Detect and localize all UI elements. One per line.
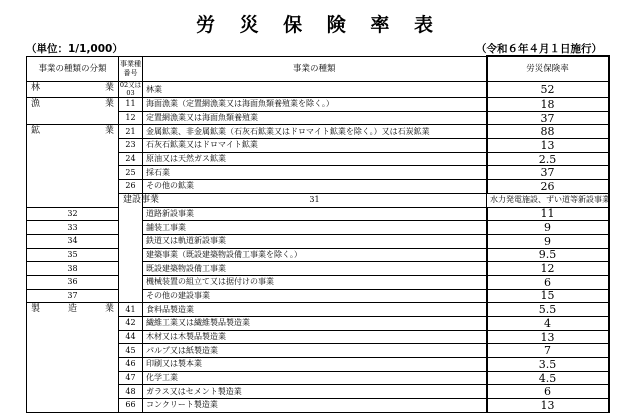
table-row xyxy=(27,207,609,221)
table-row xyxy=(27,303,609,317)
category-cell xyxy=(27,125,119,207)
code-cell: 35 xyxy=(27,248,119,262)
industry-name-cell: 舗装工事業 xyxy=(143,221,487,235)
code-cell: 34 xyxy=(27,234,119,248)
rate-cell: 88 xyxy=(487,125,609,139)
code-cell: 02又は03 xyxy=(119,81,142,97)
code-cell: 47 xyxy=(119,371,143,385)
code-cell: 25 xyxy=(119,166,143,180)
category-char: 林 xyxy=(31,83,41,93)
industry-name-cell: 鉄道又は軌道新設事業 xyxy=(143,234,487,248)
category-char: 業 xyxy=(104,126,114,137)
category-char: 業 xyxy=(104,99,114,109)
industry-name-cell: その他の鉱業 xyxy=(143,180,487,194)
rate-cell: 52 xyxy=(487,82,609,98)
rate-cell: 12 xyxy=(487,262,609,276)
category-char: 業 xyxy=(150,194,160,205)
rate-cell: 6 xyxy=(487,385,609,399)
rate-cell: 9.5 xyxy=(487,248,609,262)
code-cell: 44 xyxy=(119,330,143,344)
rate-cell: 13 xyxy=(487,330,609,344)
category-char: 漁 xyxy=(31,99,41,109)
category-char: 建 xyxy=(123,194,133,205)
table-row xyxy=(27,82,609,98)
industry-name-cell: ガラス又はセメント製造業 xyxy=(143,385,487,399)
table-row xyxy=(27,125,609,139)
rate-cell: 4.5 xyxy=(487,371,609,385)
category-char: 業 xyxy=(104,304,114,315)
category-char: 事 xyxy=(141,194,151,205)
code-cell: 45 xyxy=(119,344,143,358)
industry-name-cell: 食料品製造業 xyxy=(143,303,487,317)
industry-name-cell: 既設建築物設備工事業 xyxy=(143,262,487,276)
code-cell: 41 xyxy=(119,303,143,317)
category-char: 製 xyxy=(31,304,41,315)
industry-name-cell: 海面漁業（定置網漁業又は海面魚類養殖業を除く。） xyxy=(143,98,487,112)
category-cell xyxy=(27,303,119,413)
category-cell xyxy=(27,82,119,98)
rate-cell: 6 xyxy=(487,275,609,289)
industry-name-cell: 木材又は木製品製造業 xyxy=(143,330,487,344)
code-cell: 26 xyxy=(119,180,143,194)
rate-cell: 37 xyxy=(487,111,609,125)
code-cell: 24 xyxy=(119,152,143,166)
table-row xyxy=(27,275,609,289)
industry-name-cell: 水力発電施設、ずい道等新設事業 xyxy=(487,193,609,207)
industry-name-cell: 金属鉱業、非金属鉱業（石灰石鉱業又はドロマイト鉱業を除く。）又は石炭鉱業 xyxy=(143,125,487,139)
rate-cell: 18 xyxy=(487,98,609,112)
rate-cell: 2.5 xyxy=(487,152,609,166)
header-rate: 労災保険率 xyxy=(487,56,609,82)
category-char: 設 xyxy=(132,194,142,205)
industry-name-cell: 採石業 xyxy=(143,166,487,180)
rate-cell: 5.5 xyxy=(487,303,609,317)
table-row xyxy=(27,234,609,248)
code-cell: 32 xyxy=(27,207,119,221)
table-row xyxy=(27,98,609,112)
header-name: 事業の種類 xyxy=(143,56,487,82)
table-header-row xyxy=(27,56,609,82)
industry-name-cell: 化学工業 xyxy=(143,371,487,385)
header-code: 事業種番号 xyxy=(119,56,143,82)
code-cell: 11 xyxy=(119,98,143,112)
rate-cell: 37 xyxy=(487,166,609,180)
code-cell: 42 xyxy=(119,317,143,331)
industry-name-cell: コンクリート製造業 xyxy=(143,399,487,413)
header-category: 事業の種類の分類 xyxy=(27,56,119,82)
industry-name-cell: 原油又は天然ガス鉱業 xyxy=(143,152,487,166)
effective-date-label: （令和６年４月１日施行） xyxy=(476,43,602,55)
industry-name-cell: 道路新設事業 xyxy=(143,207,487,221)
category-char: 鉱 xyxy=(31,126,41,137)
industry-name-cell: 機械装置の組立て又は据付けの事業 xyxy=(143,275,487,289)
industry-name-cell: その他の建設事業 xyxy=(143,289,487,303)
category-char: 造 xyxy=(67,304,77,315)
rate-cell: 7 xyxy=(487,344,609,358)
code-cell: 38 xyxy=(27,262,119,276)
rate-cell: 13 xyxy=(487,139,609,153)
code-cell: 37 xyxy=(27,289,119,303)
rate-cell: 9 xyxy=(487,234,609,248)
category-cell xyxy=(119,193,160,303)
rate-cell: 26 xyxy=(487,180,609,194)
code-cell: 23 xyxy=(119,139,143,153)
page-title: 労 災 保 険 率 表 xyxy=(195,14,443,36)
table-row xyxy=(27,289,609,303)
rate-cell: 11 xyxy=(487,207,609,221)
category-cell xyxy=(27,98,119,125)
rate-cell: 13 xyxy=(487,399,609,413)
table-row xyxy=(27,248,609,262)
unit-label: （単位：1/1,000） xyxy=(26,43,123,55)
code-cell: 66 xyxy=(119,399,143,413)
rate-cell: 15 xyxy=(487,289,609,303)
rate-cell: 3.5 xyxy=(487,358,609,372)
code-cell: 12 xyxy=(119,111,143,125)
code-cell: 48 xyxy=(119,385,143,399)
rate-cell: 4 xyxy=(487,317,609,331)
code-cell: 36 xyxy=(27,275,119,289)
industry-name-cell: 定置網漁業又は海面魚類養殖業 xyxy=(143,111,487,125)
industry-name-cell: 林業 xyxy=(143,82,487,98)
industry-name-cell: パルプ又は紙製造業 xyxy=(143,344,487,358)
table-row xyxy=(27,221,609,235)
code-cell: 46 xyxy=(119,358,143,372)
category-char: 業 xyxy=(104,83,114,93)
code-cell: 21 xyxy=(119,125,143,139)
industry-name-cell: 印刷又は製本業 xyxy=(143,358,487,372)
insurance-rate-table xyxy=(26,55,610,413)
rate-cell: 9 xyxy=(487,221,609,235)
industry-name-cell: 石灰石鉱業又はドロマイト鉱業 xyxy=(143,139,487,153)
code-cell: 31 xyxy=(143,193,487,207)
code-cell: 33 xyxy=(27,221,119,235)
industry-name-cell: 建築事業（既設建築物設備工事業を除く。） xyxy=(143,248,487,262)
industry-name-cell: 繊維工業又は繊維製品製造業 xyxy=(143,317,487,331)
table-row xyxy=(27,262,609,276)
